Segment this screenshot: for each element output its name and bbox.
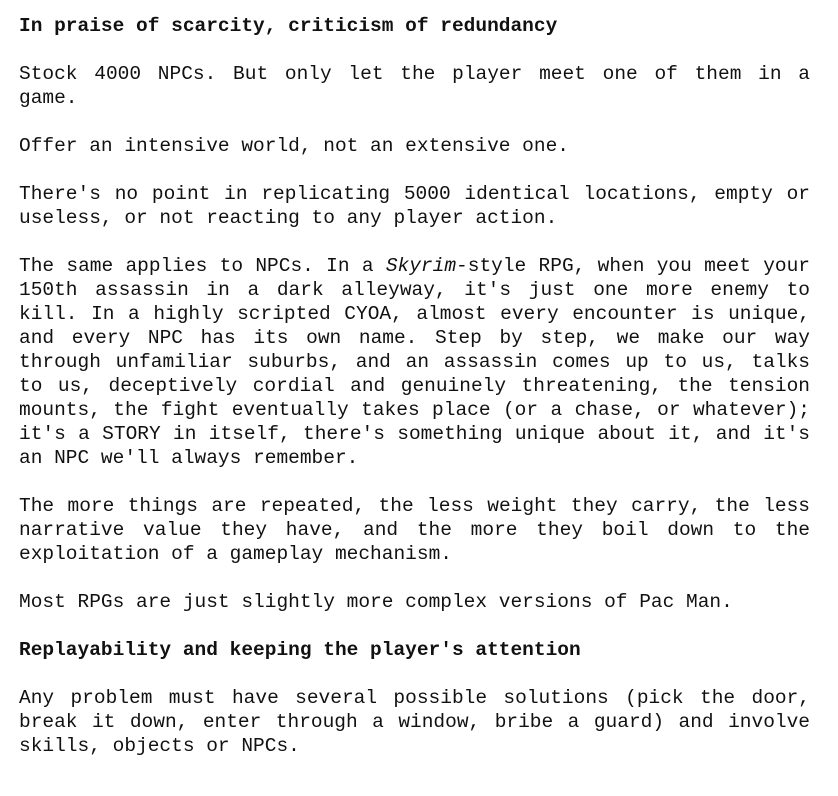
paragraph-stock-npcs: Stock 4000 NPCs. But only let the player meet one of them in a game. bbox=[19, 63, 810, 109]
paragraph-repetition: The more things are repeated, the less weight they carry, the less narrative value they have, and the more they boil down to the exploitation of a gameplay mechanism. bbox=[19, 495, 810, 565]
paragraph-replicating-locations: There's no point in replicating 5000 identical locations, empty or useless, or not reacting to any player action. bbox=[19, 183, 810, 229]
section-heading-replayability: Replayability and keeping the player's attention bbox=[19, 639, 581, 661]
paragraph-intensive-world: Offer an intensive world, not an extensive one. bbox=[19, 135, 569, 157]
paragraph-pac-man: Most RPGs are just slightly more complex versions of Pac Man. bbox=[19, 591, 733, 613]
section-heading-scarcity: In praise of scarcity, criticism of redundancy bbox=[19, 15, 558, 37]
paragraph-npcs-skyrim-start: The same applies to NPCs. In a bbox=[19, 255, 386, 277]
paragraph-npcs-skyrim bbox=[19, 254, 810, 470]
paragraph-npcs-skyrim-rest: -style RPG, when you meet your 150th assassin in a dark alleyway, it's just one more enemy to kill. In a highly scripted CYOA, almost every encounter is unique, and every NPC has its own name. Step by step, we make our way through unfamiliar suburbs, and an assassin comes up to us, talks to us, deceptively cordial and genuinely threatening, the tension mounts, the fight eventually takes place (or a chase, or whatever); it's a STORY in itself, there's something unique about it, and it's an NPC we'll always remember. bbox=[19, 255, 811, 469]
game-title-skyrim: Skyrim bbox=[385, 255, 457, 277]
paragraph-problem-solutions: Any problem must have several possible solutions (pick the door, break it down, enter through a window, bribe a guard) and involve skills, objects or NPCs. bbox=[19, 687, 810, 757]
